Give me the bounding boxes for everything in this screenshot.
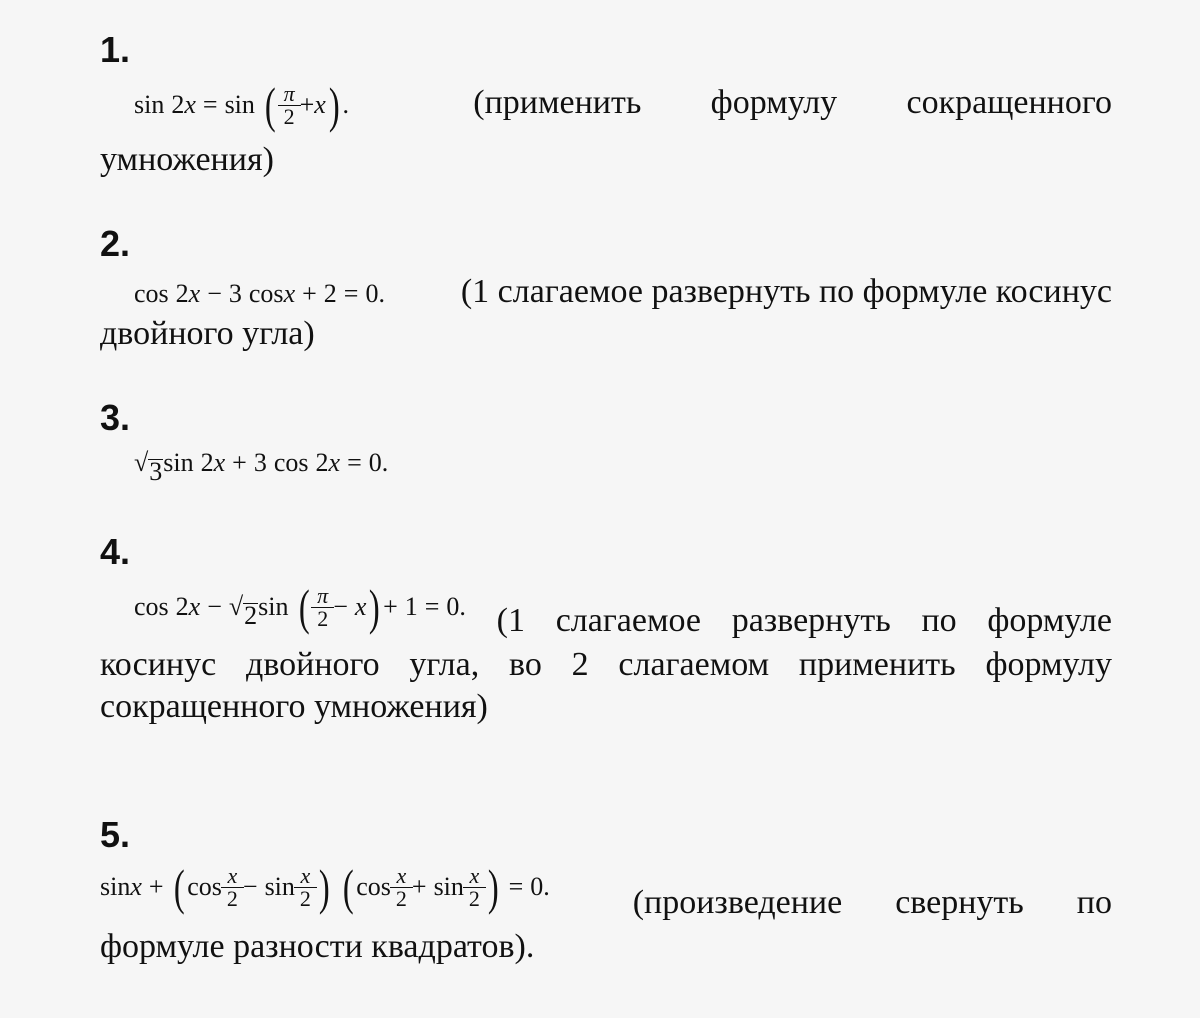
problem-3-line-1 bbox=[100, 440, 1112, 484]
problem-number: 4. bbox=[100, 531, 131, 572]
problem-4-note-line-3: сокращенного умножения) bbox=[100, 688, 488, 725]
note-word: формуле bbox=[987, 602, 1112, 639]
problem-5-formula: sin x + ( cos $\frac{x}{2}$ − sin $\frac{x}{2}$ ) ( cos $\frac{x}{2}$ + sin $\frac{x}{2}$ ) = 0. bbox=[100, 859, 550, 915]
note-word: 2 bbox=[571, 646, 589, 683]
note-word: (1 bbox=[496, 602, 525, 639]
note-word: слагаемом bbox=[618, 646, 770, 683]
problem-number: 5. bbox=[100, 814, 131, 855]
problem-3-formula: √ 3 sin 2 x + 3 cos 2 x = 0. bbox=[134, 448, 389, 486]
note-word: сокращенного bbox=[906, 84, 1112, 121]
problem-1-note-line-2: умножения) bbox=[100, 141, 274, 178]
note-word: формулу bbox=[710, 84, 838, 121]
note-word: развернуть bbox=[731, 602, 891, 639]
note-word: слагаемое bbox=[555, 602, 701, 639]
problem-number: 2. bbox=[100, 223, 131, 264]
note-word: угла, bbox=[409, 646, 480, 683]
problem-2-line-1 bbox=[100, 271, 1112, 315]
note-word: применить bbox=[798, 646, 956, 683]
note-word: по bbox=[1076, 884, 1112, 921]
problem-number: 1. bbox=[100, 29, 131, 70]
problem-2-formula: cos 2 x − 3 cos x + 2 = 0. bbox=[134, 279, 385, 308]
note-word: по bbox=[921, 602, 957, 639]
problem-1-line-1 bbox=[100, 77, 1112, 133]
note-word: формулу bbox=[985, 646, 1112, 683]
problem-4-formula: cos 2 x − √ 2 sin ( $\frac{\pi}{2}$ − x ) + 1 = 0. bbox=[134, 579, 466, 635]
note-word: во bbox=[509, 646, 542, 683]
note-word: свернуть bbox=[895, 884, 1024, 921]
problem-5-note-line-2: формуле разности квадратов). bbox=[100, 928, 535, 965]
problem-1-formula: sin 2 x = sin ( $\frac{\pi}{2}$ + x ) . bbox=[134, 77, 349, 133]
note-word: (применить bbox=[473, 84, 642, 121]
problem-4-line-1 bbox=[100, 579, 1112, 642]
note-word: (произведение bbox=[632, 884, 843, 921]
note-word: двойного bbox=[246, 646, 380, 683]
problem-number: 3. bbox=[100, 397, 131, 438]
problem-2-note-line-2: двойного угла) bbox=[100, 315, 315, 352]
problem-5-line-1 bbox=[100, 859, 1112, 924]
note-word: косинус bbox=[100, 646, 217, 683]
problem-4-note-line-2 bbox=[100, 644, 1112, 686]
problem-2-note-line-1: (1 слагаемое развернуть по формуле косинус bbox=[460, 273, 1112, 310]
